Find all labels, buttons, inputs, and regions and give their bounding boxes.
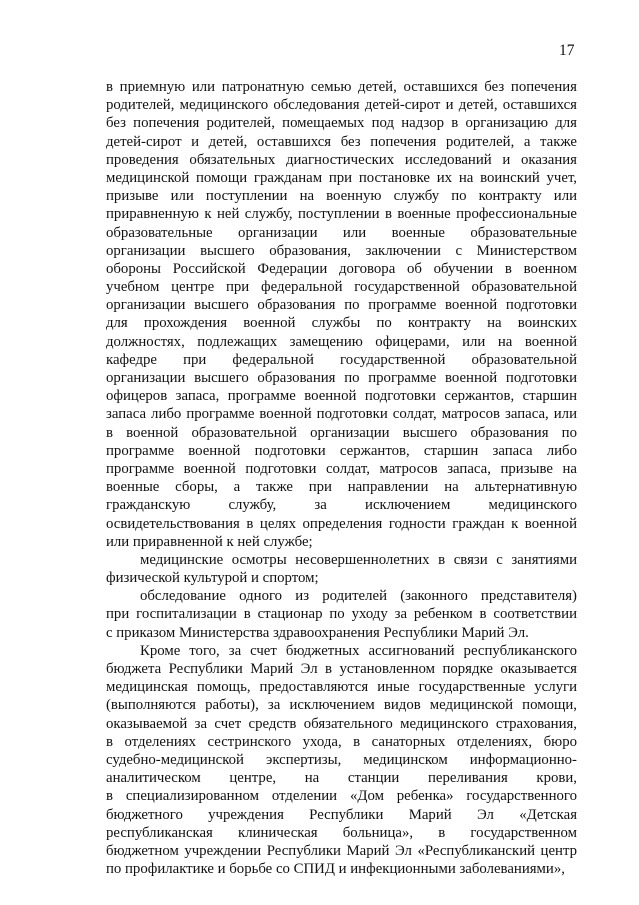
text-line: проведения обязательных диагностических исследований и оказания bbox=[106, 151, 577, 168]
text-line: организации высшего образования, заключении с Министерством bbox=[106, 242, 577, 259]
text-line: медицинской помощи гражданам при постановке их на воинский учет, bbox=[106, 169, 577, 186]
text-line: для прохождения военной службы по контракту на воинских bbox=[106, 315, 577, 332]
text-line: (выполняются работы), за исключением видов медицинской помощи, bbox=[106, 697, 577, 714]
body-text bbox=[106, 78, 577, 878]
text-line: детей-сирот и детей, оставшихся без попечения родителей, а также bbox=[106, 133, 577, 150]
text-line: призыве или поступлении на военную службу по контракту или bbox=[106, 188, 577, 205]
page-number: 17 bbox=[559, 42, 575, 59]
text-line: в специализированном отделении «Дом ребенка» государственного bbox=[106, 788, 577, 805]
text-line: программе военной подготовки сержантов, старшин запаса либо bbox=[106, 442, 577, 459]
paragraph bbox=[106, 78, 577, 551]
text-line: обороны Российской Федерации договора об обучении в военном bbox=[106, 260, 577, 277]
text-line: в военной образовательной организации высшего образования по bbox=[106, 424, 577, 441]
text-line: Кроме того, за счет бюджетных ассигнований республиканского bbox=[140, 642, 577, 659]
text-line: должностях, подлежащих замещению офицерами, или на военной bbox=[106, 333, 577, 350]
text-line: организации высшего образования по программе военной подготовки bbox=[106, 370, 577, 386]
text-line: судебно-медицинской экспертизы, медицинском информационно- bbox=[106, 751, 577, 768]
text-line: в отделениях сестринского ухода, в санаторных отделениях, бюро bbox=[106, 733, 577, 750]
text-line: учебном центре при федеральной государственной образовательной bbox=[106, 279, 577, 296]
text-line: обследование одного из родителей (законного представителя) bbox=[140, 588, 577, 605]
text-line: оказываемой за счет средств обязательного медицинского страхования, bbox=[106, 715, 577, 732]
text-line: кафедре при федеральной государственной образовательной bbox=[106, 351, 577, 368]
text-line: в приемную или патронатную семью детей, оставшихся без попечения bbox=[106, 79, 577, 95]
text-line: по профилактике и борьбе со СПИД и инфекционными заболеваниями», bbox=[106, 861, 565, 878]
text-line: с приказом Министерства здравоохранения Республики Марий Эл. bbox=[106, 624, 529, 641]
text-line: бюджетного учреждения Республики Марий Эл «Детская bbox=[106, 806, 577, 823]
text-line: медицинские осмотры несовершеннолетних в связи с занятиями bbox=[140, 551, 577, 568]
text-line: медицинская помощь, предоставляются иные государственные услуги bbox=[106, 679, 577, 696]
text-line: программе военной подготовки солдат, матросов запаса, призыве на bbox=[106, 460, 577, 477]
text-line: организации высшего образования по программе военной подготовки bbox=[106, 297, 577, 314]
text-line: бюджета Республики Марий Эл в установленном порядке оказывается bbox=[106, 661, 577, 677]
text-line: офицеров запаса, программе военной подготовки сержантов, старшин bbox=[106, 388, 577, 405]
text-line: при госпитализации в стационар по уходу за ребенком в соответствии bbox=[106, 606, 577, 623]
text-line: республиканская клиническая больница», в государственном bbox=[106, 824, 577, 841]
text-line: аналитическом центре, на станции переливания крови, bbox=[106, 770, 577, 787]
text-line: приравненную к ней службу, поступлении в военные профессиональные bbox=[106, 206, 577, 223]
text-line: или приравненной к ней службе; bbox=[106, 533, 313, 550]
paragraph bbox=[106, 642, 577, 878]
text-line: запаса либо программе военной подготовки солдат, матросов запаса, или bbox=[106, 406, 577, 423]
text-line: освидетельствования в целях определения годности граждан к военной bbox=[106, 515, 577, 532]
text-line: физической культурой и спортом; bbox=[106, 570, 319, 587]
text-line: без попечения родителей, помещаемых под надзор в организацию для bbox=[106, 115, 577, 132]
text-line: военные сборы, а также при направлении на альтернативную bbox=[106, 479, 577, 496]
text-line: родителей, медицинского обследования детей-сирот и детей, оставшихся bbox=[106, 97, 577, 114]
text-line: гражданскую службу, за исключением медицинского bbox=[106, 497, 577, 514]
paragraph bbox=[106, 551, 577, 587]
text-line: бюджетном учреждении Республики Марий Эл «Республиканский центр bbox=[106, 842, 577, 859]
paragraph bbox=[106, 587, 577, 642]
text-line: образовательные организации или военные образовательные bbox=[106, 224, 577, 241]
